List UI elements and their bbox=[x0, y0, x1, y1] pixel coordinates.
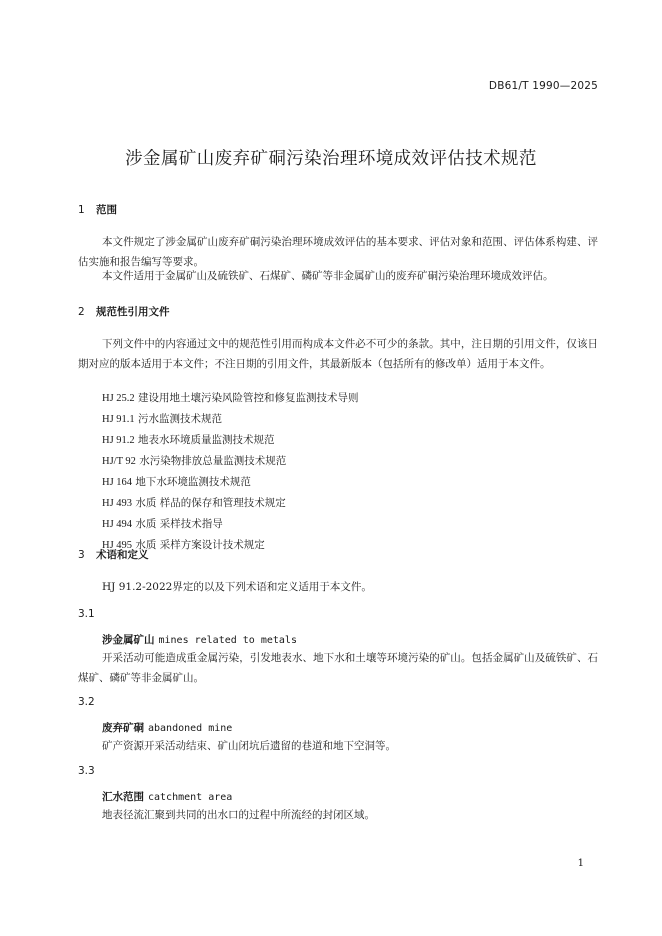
term-en: abandoned mine bbox=[148, 723, 233, 734]
standard-code: DB61/T 1990—2025 bbox=[488, 80, 598, 92]
reference-list bbox=[102, 388, 359, 556]
paragraph-references-intro: 下列文件中的内容通过文中的规范性引用而构成本文件必不可少的条款。其中，注日期的引用文件，仅该日期对应的版本适用于本文件；不注日期的引用文件，其最新版本（包括所有的修改单）适用于本文件。 bbox=[78, 338, 598, 370]
reference-title: 水质 采样技术指导 bbox=[135, 518, 223, 530]
paragraph-terms-intro: HJ 91.2-2022界定的以及下列术语和定义适用于本文件。 bbox=[102, 581, 372, 593]
page-number: 1 bbox=[577, 858, 584, 869]
term-en: mines related to metals bbox=[158, 635, 297, 646]
reference-title: 水质 样品的保存和管理技术规定 bbox=[135, 497, 286, 509]
reference-code: HJ 25.2 bbox=[102, 393, 135, 404]
reference-item bbox=[102, 430, 359, 451]
term-zh: 废弃矿硐 bbox=[102, 722, 144, 734]
section-heading-references bbox=[78, 304, 170, 319]
reference-item bbox=[102, 409, 359, 430]
reference-item bbox=[102, 388, 359, 409]
section-number: 3 bbox=[78, 549, 85, 561]
section-number: 2 bbox=[78, 306, 85, 318]
reference-title: 建设用地土壤污染风险管控和修复监测技术导则 bbox=[138, 392, 359, 404]
clause-number: 3.2 bbox=[78, 696, 95, 708]
section-title: 范围 bbox=[96, 204, 117, 216]
term-zh: 涉金属矿山 bbox=[102, 634, 155, 646]
reference-title: 地下水环境监测技术规范 bbox=[135, 476, 251, 488]
term-entry bbox=[102, 720, 232, 735]
section-title: 术语和定义 bbox=[96, 549, 149, 561]
clause-number: 3.1 bbox=[78, 608, 95, 620]
reference-code: HJ 494 bbox=[102, 519, 133, 530]
reference-code: HJ 164 bbox=[102, 477, 133, 488]
clause-number: 3.3 bbox=[78, 765, 95, 777]
reference-title: 水污染物排放总量监测技术规范 bbox=[139, 455, 287, 467]
reference-code: HJ 495 bbox=[102, 540, 133, 551]
term-en: catchment area bbox=[148, 792, 233, 803]
reference-code: HJ 493 bbox=[102, 498, 133, 509]
section-title: 规范性引用文件 bbox=[96, 306, 170, 318]
term-definition: 开采活动可能造成重金属污染，引发地表水、地下水和土壤等环境污染的矿山。包括金属矿山及硫铁矿、石煤矿、磷矿等非金属矿山。 bbox=[78, 652, 598, 684]
reference-code: HJ/T 92 bbox=[102, 456, 136, 467]
paragraph-scope-2: 本文件适用于金属矿山及硫铁矿、石煤矿、磷矿等非金属矿山的废弃矿硐污染治理环境成效评估。 bbox=[102, 270, 554, 282]
section-heading-terms bbox=[78, 547, 149, 562]
reference-title: 地表水环境质量监测技术规范 bbox=[138, 434, 275, 446]
document-title: 涉金属矿山废弃矿硐污染治理环境成效评估技术规范 bbox=[125, 149, 537, 169]
term-definition: 矿产资源开采活动结束、矿山闭坑后遗留的巷道和地下空洞等。 bbox=[102, 740, 396, 752]
section-heading-scope bbox=[78, 202, 117, 217]
reference-item bbox=[102, 451, 359, 472]
reference-title: 污水监测技术规范 bbox=[138, 413, 223, 425]
term-entry bbox=[102, 789, 232, 804]
reference-item bbox=[102, 493, 359, 514]
term-entry bbox=[102, 632, 297, 647]
section-number: 1 bbox=[78, 204, 85, 216]
reference-code: HJ 91.2 bbox=[102, 435, 135, 446]
reference-item bbox=[102, 514, 359, 535]
paragraph-scope-1: 本文件规定了涉金属矿山废弃矿硐污染治理环境成效评估的基本要求、评估对象和范围、评估体系构建、评估实施和报告编写等要求。 bbox=[78, 236, 598, 268]
reference-item bbox=[102, 472, 359, 493]
reference-title: 水质 采样方案设计技术规定 bbox=[135, 539, 265, 551]
term-zh: 汇水范围 bbox=[102, 791, 144, 803]
reference-code: HJ 91.1 bbox=[102, 414, 135, 425]
term-definition: 地表径流汇聚到共同的出水口的过程中所流经的封闭区域。 bbox=[102, 809, 375, 821]
